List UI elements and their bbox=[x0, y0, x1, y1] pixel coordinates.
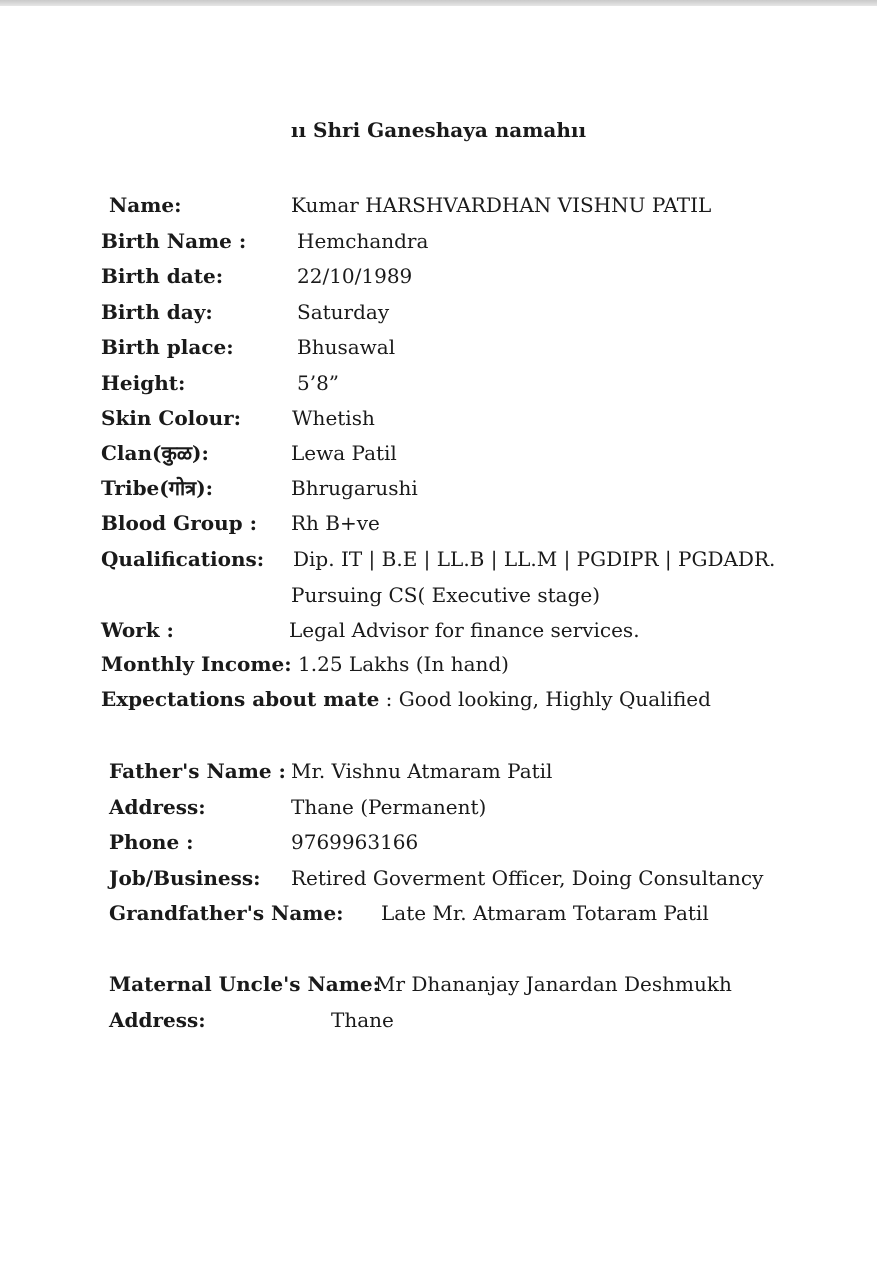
label: Address: bbox=[109, 795, 206, 819]
value: Thane (Permanent) bbox=[291, 795, 487, 819]
label: Tribe(गोत्र): bbox=[101, 476, 214, 500]
value: Dip. IT | B.E | LL.B | LL.M | PGDIPR | PGDADR. bbox=[293, 547, 776, 571]
label: Address: bbox=[109, 1008, 206, 1032]
label: Birth day: bbox=[101, 300, 213, 324]
row-expectations bbox=[101, 686, 711, 712]
value: Saturday bbox=[297, 300, 390, 324]
value: 22/10/1989 bbox=[297, 264, 413, 288]
label: Monthly Income: bbox=[101, 652, 292, 676]
label: Birth Name : bbox=[101, 229, 247, 253]
value: Whetish bbox=[292, 406, 375, 430]
label: Work : bbox=[101, 618, 174, 642]
value: Mr. Vishnu Atmaram Patil bbox=[291, 759, 553, 783]
value: 9769963166 bbox=[291, 830, 419, 854]
label: Skin Colour: bbox=[101, 406, 242, 430]
value: 5’8” bbox=[297, 371, 340, 395]
top-edge bbox=[0, 0, 877, 6]
label: Expectations about mate bbox=[101, 687, 380, 711]
value: Legal Advisor for finance services. bbox=[289, 618, 640, 642]
label: Blood Group : bbox=[101, 511, 257, 535]
value: Rh B+ve bbox=[291, 511, 380, 535]
row-monthly-income bbox=[101, 651, 509, 677]
label: Job/Business: bbox=[109, 866, 261, 890]
value: Hemchandra bbox=[297, 229, 429, 253]
value: Thane bbox=[331, 1008, 394, 1032]
label: Maternal Uncle's Name: bbox=[109, 972, 380, 996]
value: : Good looking, Highly Qualified bbox=[379, 687, 711, 711]
value: Pursuing CS( Executive stage) bbox=[291, 583, 601, 607]
value: Lewa Patil bbox=[291, 441, 397, 465]
value: Retired Goverment Officer, Doing Consultancy bbox=[291, 866, 764, 890]
value: Kumar HARSHVARDHAN VISHNU PATIL bbox=[291, 193, 712, 217]
label: Clan(कुळ): bbox=[101, 441, 209, 465]
value: Bhusawal bbox=[297, 335, 396, 359]
label: Birth place: bbox=[101, 335, 234, 359]
label: Height: bbox=[101, 371, 186, 395]
label: Father's Name : bbox=[109, 759, 286, 783]
label: Birth date: bbox=[101, 264, 224, 288]
label: Name: bbox=[109, 193, 182, 217]
value: Late Mr. Atmaram Totaram Patil bbox=[381, 901, 709, 925]
value: Mr Dhananjay Janardan Deshmukh bbox=[375, 972, 732, 996]
label: Grandfather's Name: bbox=[109, 901, 344, 925]
label: Qualifications: bbox=[101, 547, 265, 571]
page-title: ıı Shri Ganeshaya namahıı bbox=[290, 118, 587, 142]
value: 1.25 Lakhs (In hand) bbox=[298, 652, 509, 676]
label: Phone : bbox=[109, 830, 194, 854]
value: Bhrugarushi bbox=[291, 476, 418, 500]
